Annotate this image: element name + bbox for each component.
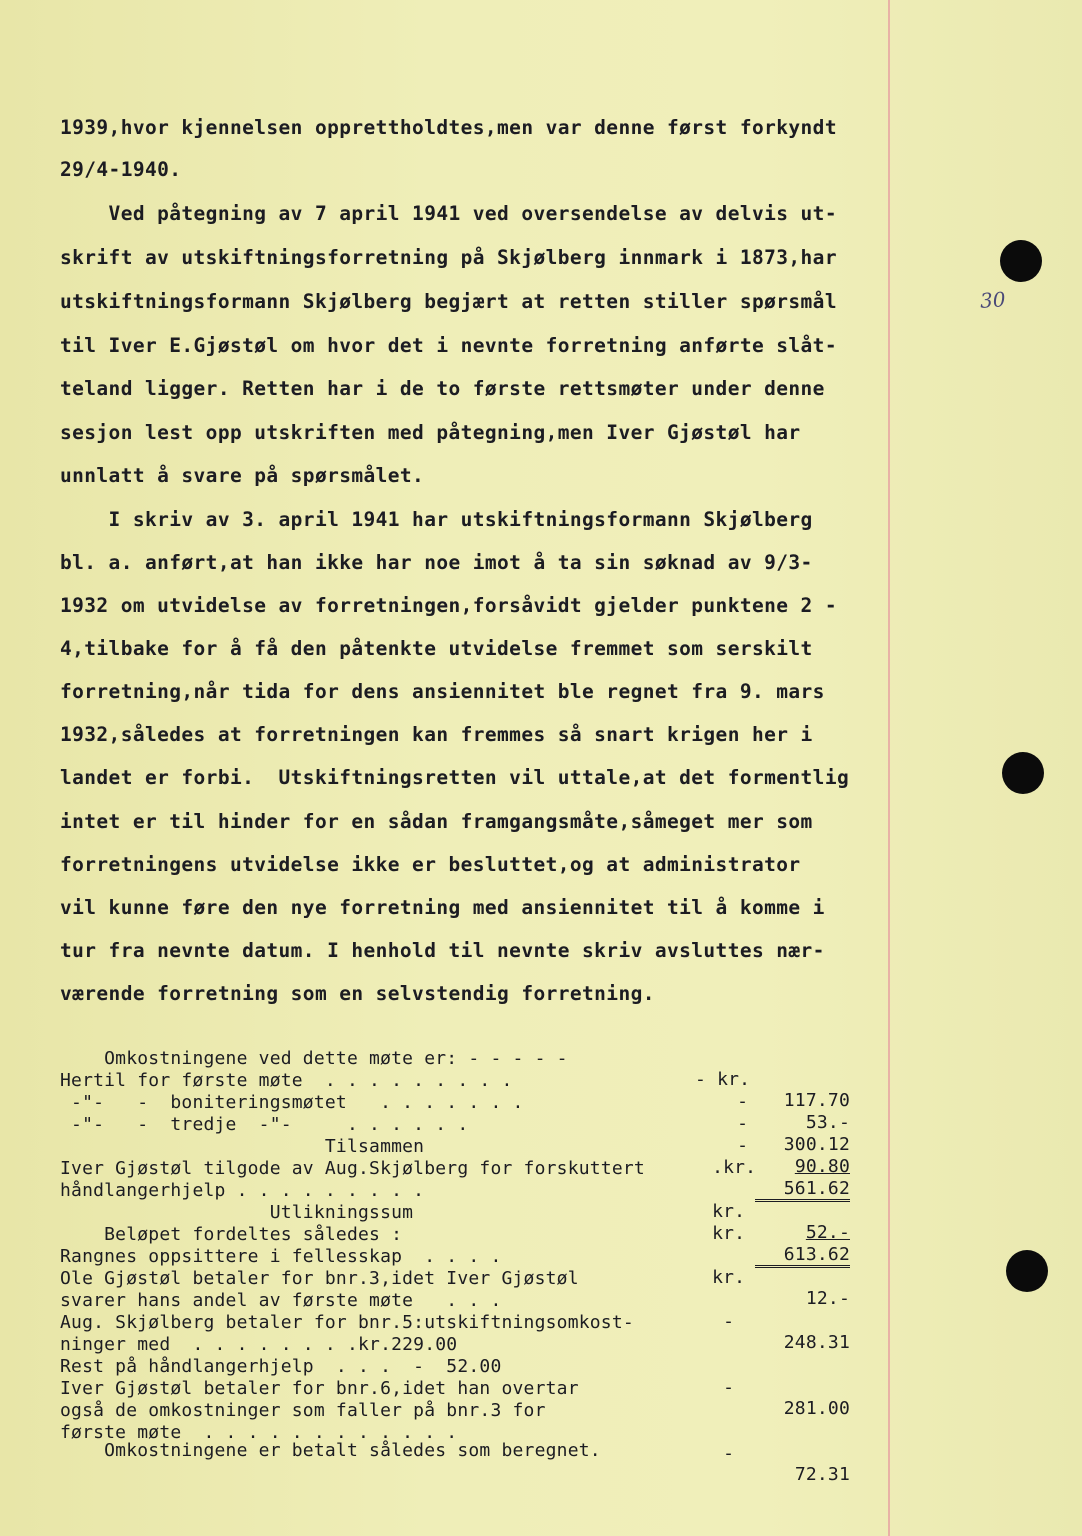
cost-label: Iver Gjøstøl betaler for bnr.6,idet han overtar (60, 1378, 579, 1399)
cost-label: Rest på håndlangerhjelp . . . - 52.00 (60, 1356, 502, 1377)
cost-label: Beløpet fordeltes således : (60, 1224, 403, 1245)
body-line: intet er til hinder for en sådan framgangsmåte,såmeget mer som (60, 810, 813, 833)
body-line: skrift av utskiftningsforretning på Skjølberg innmark i 1873,har (60, 246, 837, 269)
body-line: teland ligger. Retten har i de to første rettsmøter under denne (60, 377, 825, 400)
body-line: 1939,hvor kjennelsen opprettholdtes,men var denne først forkyndt (60, 116, 837, 139)
cost-label: håndlangerhjelp . . . . . . . . . (60, 1180, 425, 1201)
cost-currency: - (715, 1113, 749, 1134)
cost-amount: 12.- (805, 1288, 850, 1309)
body-line: tur fra nevnte datum. I henhold til nevnte skriv avsluttes nær- (60, 939, 825, 962)
cost-amount: 117.70 (783, 1090, 850, 1111)
body-line: unnlatt å svare på spørsmålet. (60, 464, 425, 487)
cost-label: Iver Gjøstøl tilgode av Aug.Skjølberg for forskuttert (60, 1158, 645, 1179)
body-line: Ved påtegning av 7 april 1941 ved oversendelse av delvis ut- (60, 202, 837, 225)
body-line: sesjon lest opp utskriften med påtegning,men Iver Gjøstøl har (60, 421, 801, 444)
punch-hole (1006, 1250, 1048, 1292)
body-line: bl. a. anført,at han ikke har noe imot å ta sin søknad av 9/3- (60, 551, 813, 574)
cost-label: Omkostningene ved dette møte er: - - - - - (60, 1048, 568, 1069)
body-line: til Iver E.Gjøstøl om hvor det i nevnte forretning anførte slåt- (60, 334, 837, 357)
cost-label: Hertil for første møte . . . . . . . . . (60, 1070, 513, 1091)
cost-label: Utlikningssum (60, 1202, 414, 1223)
margin-rule (888, 0, 890, 1536)
body-line: forretningens utvidelse ikke er besluttet,og at administrator (60, 853, 801, 876)
cost-label: første møte . . . . . . . . . . . . (60, 1422, 458, 1443)
page-number-note: 30 (979, 287, 1007, 313)
cost-currency: - (715, 1091, 749, 1112)
body-line: utskiftningsformann Skjølberg begjært at retten stiller spørsmål (60, 290, 837, 313)
cost-label: -"- - boniteringsmøtet . . . . . . . (60, 1092, 524, 1113)
cost-amount: 90.80 (794, 1156, 850, 1177)
cost-amount: 613.62 (755, 1244, 850, 1268)
body-line: 1932 om utvidelse av forretningen,forsåvidt gjelder punktene 2 - (60, 594, 837, 617)
cost-label: svarer hans andel av første møte . . . (60, 1290, 502, 1311)
cost-currency: - (690, 1311, 735, 1332)
cost-label: Tilsammen (60, 1136, 425, 1157)
cost-amount: 300.12 (783, 1134, 850, 1155)
closing-line: Omkostningene er betalt således som beregnet. (60, 1440, 601, 1461)
punch-hole (1000, 240, 1042, 282)
cost-currency: - (690, 1377, 735, 1398)
cost-amount: 281.00 (783, 1398, 850, 1419)
cost-currency: - (715, 1135, 749, 1156)
cost-label: -"- - tredje -"- . . . . . . (60, 1114, 469, 1135)
cost-label: ninger med . . . . . . . .kr.229.00 (60, 1334, 458, 1355)
punch-hole (1002, 752, 1044, 794)
cost-currency: .kr. (690, 1157, 757, 1178)
body-line: 4,tilbake for å få den påtenkte utvidelse fremmet som serskilt (60, 637, 813, 660)
cost-currency: - kr. (695, 1069, 751, 1090)
cost-amount: 561.62 (755, 1178, 850, 1202)
cost-currency: kr. (690, 1223, 746, 1244)
body-line: landet er forbi. Utskiftningsretten vil uttale,at det formentlig (60, 766, 850, 789)
cost-label: Rangnes oppsittere i fellesskap . . . . (60, 1246, 502, 1267)
cost-amount: 53.- (805, 1112, 850, 1133)
body-line: 29/4-1940. (60, 158, 182, 181)
cost-label: Aug. Skjølberg betaler for bnr.5:utskiftningsomkost- (60, 1312, 634, 1333)
cost-currency: kr. (690, 1267, 746, 1288)
body-line: vil kunne føre den nye forretning med ansiennitet til å komme i (60, 896, 825, 919)
cost-amount: 52.- (805, 1222, 850, 1243)
body-line: I skriv av 3. april 1941 har utskiftningsformann Skjølberg (60, 508, 813, 531)
cost-amount: 248.31 (783, 1332, 850, 1353)
cost-currency: - (690, 1443, 735, 1464)
cost-label: Ole Gjøstøl betaler for bnr.3,idet Iver Gjøstøl (60, 1268, 579, 1289)
cost-amount: 72.31 (794, 1464, 850, 1485)
body-line: forretning,når tida for dens ansiennitet ble regnet fra 9. mars (60, 680, 825, 703)
cost-currency: kr. (690, 1201, 746, 1222)
body-line: værende forretning som en selvstendig forretning. (60, 982, 655, 1005)
cost-label: også de omkostninger som faller på bnr.3 for (60, 1400, 546, 1421)
body-line: 1932,således at forretningen kan fremmes så snart krigen her i (60, 723, 813, 746)
